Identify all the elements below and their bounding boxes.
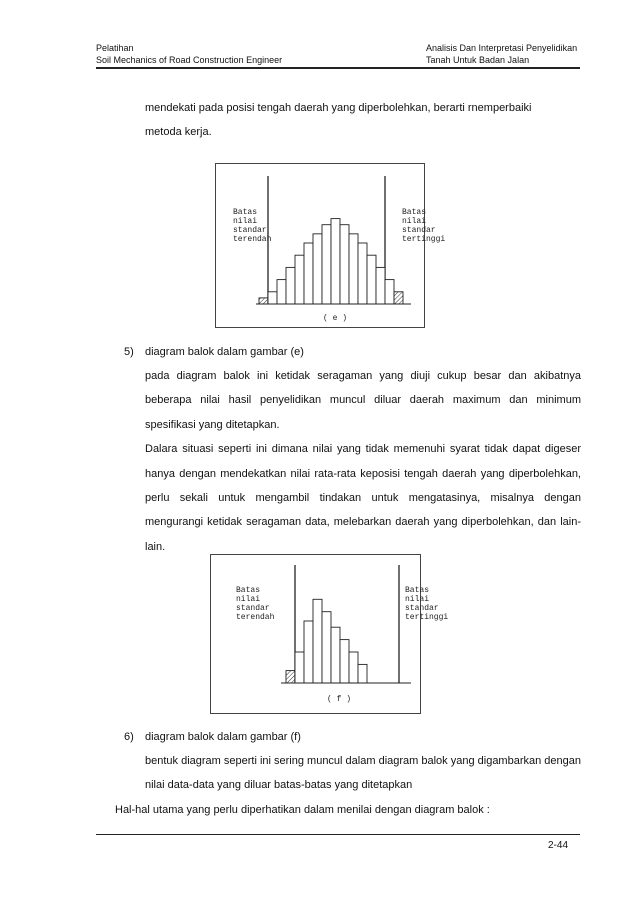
histogram-bar: [268, 292, 277, 304]
histogram-bar: [358, 664, 367, 683]
figure-f-right-limit-label: Batas nilai standar tertinggi: [405, 586, 449, 622]
intro-line-2: metoda kerja.: [145, 126, 212, 138]
histogram-bar: [349, 652, 358, 683]
figure-f-left-limit-label: Batas nilai standar terendah: [236, 586, 275, 622]
histogram-bar: [313, 599, 322, 683]
histogram-bar-hatched: [394, 292, 403, 304]
header-chapter: Analisis Dan Interpretasi Penyelidikan: [426, 43, 578, 53]
histogram-bar: [340, 640, 349, 683]
header-course: Pelatihan: [96, 43, 134, 53]
page-number: 2-44: [548, 840, 569, 851]
header-right: [426, 42, 577, 66]
item-6-body: [145, 749, 581, 798]
item-6-title: diagram balok dalam gambar (f): [145, 731, 301, 743]
intro-line-1: mendekati pada posisi tengah daerah yang diperbolehkan, berarti rnemperbaiki: [145, 102, 532, 114]
histogram-bar: [322, 612, 331, 683]
histogram-bar: [358, 243, 367, 304]
histogram-bar: [313, 234, 322, 304]
histogram-bar: [376, 267, 385, 304]
histogram-bar: [331, 219, 340, 304]
page-header: [96, 42, 580, 69]
header-chapter-sub: Tanah Untuk Badan Jalan: [426, 55, 530, 65]
item-5-number: 5): [124, 346, 134, 358]
histogram-bar: [322, 225, 331, 304]
figure-e-right-limit-label: Batas nilai standar tertinggi: [402, 208, 446, 244]
item-6-paragraph-1: bentuk diagram seperti ini sering muncul dalam diagram balok yang digambarkan dengan nilai data-data yang diluar batas-batas yang ditetapkan: [145, 755, 581, 792]
histogram-bar: [385, 280, 394, 304]
histogram-f-graphic: [211, 555, 420, 713]
figure-e-caption: ( e ): [323, 314, 348, 323]
item-5-body: [145, 364, 581, 559]
item-5-paragraph-2: Dalara situasi seperti ini dimana nilai yang tidak memenuhi syarat tidak dapat digeser hanya dengan mendekatkan nilai rata-rata keposisi tengah daerah yang diperbolehkan, perlu sekali untuk mengambil tindakan untuk mengatasinya, misalnya dengan mengurangi ketidak seragaman data, melebarkan daerah yang diperbolehkan, dan lain-lain.: [145, 443, 581, 553]
histogram-bar-hatched: [286, 671, 295, 683]
header-course-title: Soil Mechanics of Road Construction Engineer: [96, 55, 283, 65]
figure-e-left-limit-label: Batas nilai standar terendah: [233, 208, 272, 244]
histogram-bar: [295, 255, 304, 304]
item-6-number: 6): [124, 731, 134, 743]
header-left: [96, 42, 282, 66]
item-5-title: diagram balok dalam gambar (e): [145, 346, 304, 358]
histogram-bar: [340, 225, 349, 304]
histogram-bar: [277, 280, 286, 304]
histogram-bar: [367, 255, 376, 304]
item-5-paragraph-1: pada diagram balok ini ketidak seragaman yang diuji cukup besar dan akibatnya beberapa nilai hasil penyelidikan muncul diluar daerah maximum dan minimum spesifikasi yang ditetapkan.: [145, 370, 581, 431]
histogram-bar: [295, 652, 304, 683]
histogram-bar: [331, 627, 340, 683]
histogram-bar-hatched: [259, 298, 268, 304]
histogram-e-graphic: [216, 164, 424, 327]
figure-f-caption: ( f ): [327, 695, 352, 704]
histogram-figure-e: [215, 163, 446, 328]
histogram-bar: [304, 621, 313, 683]
footer-rule: [96, 834, 580, 835]
histogram-bar: [349, 234, 358, 304]
histogram-bar: [286, 267, 295, 304]
histogram-bar: [304, 243, 313, 304]
histogram-figure-f: [210, 554, 449, 714]
closing-sentence: Hal-hal utama yang perlu diperhatikan dalam menilai dengan diagram balok :: [115, 804, 490, 816]
